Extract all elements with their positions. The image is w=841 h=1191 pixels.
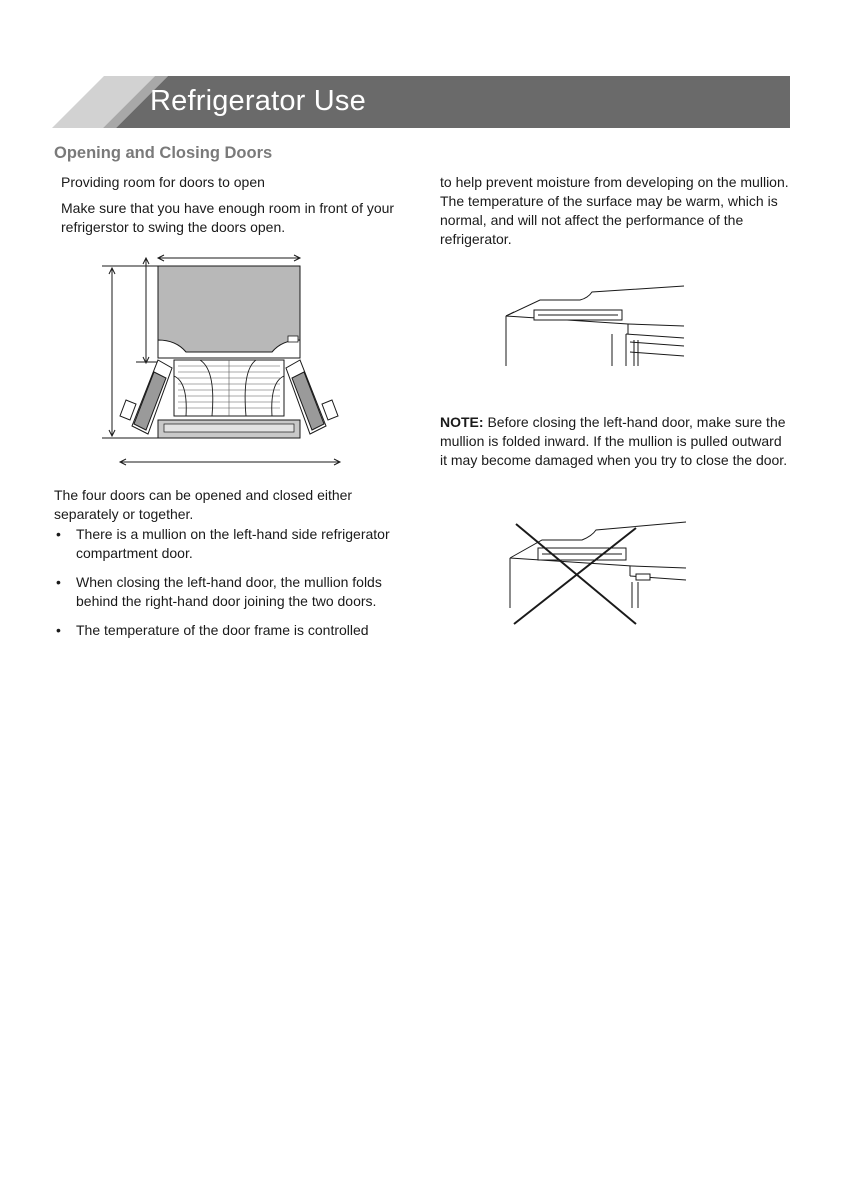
list-item: • The temperature of the door frame is controlled [56, 622, 369, 638]
banner-stripes [0, 76, 841, 128]
continuation-text: to help prevent moisture from developing on the mullion. The temperature of the surface may be warm, which is normal, and will not affect the performance of the refrigerator. [440, 174, 789, 247]
note-text: Before closing the left-hand door, make sure the mullion is folded inward. If the mullion is pulled outward it may become damaged when you try to close the door. [440, 414, 788, 468]
note-paragraph [440, 413, 792, 470]
header-banner [0, 76, 841, 128]
doors-open-diagram [96, 248, 356, 473]
mullion-incorrect-diagram [506, 514, 692, 631]
bullet-list [54, 525, 414, 650]
note-label: NOTE: [440, 414, 484, 430]
list-item: • When closing the left-hand door, the mullion folds behind the right-hand door joining the two doors. [56, 574, 382, 609]
intro-text: Make sure that you have enough room in front of your refrigerstor to swing the doors open. [61, 200, 395, 235]
doors-paragraph: The four doors can be opened and closed either separately or together. [54, 487, 353, 522]
page-title: Refrigerator Use [150, 85, 366, 117]
subheading-room: Providing room for doors to open [61, 174, 265, 190]
mullion-correct-diagram [500, 282, 690, 379]
list-item: • There is a mullion on the left-hand side refrigerator compartment door. [56, 526, 390, 561]
section-heading: Opening and Closing Doors [54, 144, 273, 162]
